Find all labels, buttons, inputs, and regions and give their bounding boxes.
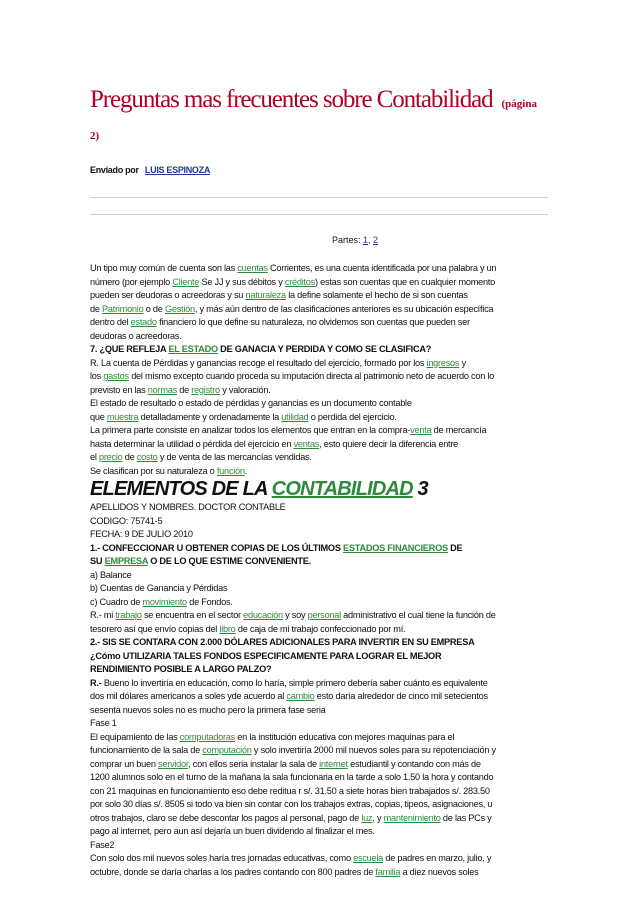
section-2-body bbox=[90, 501, 548, 879]
text-segment: de caja de mi trabajo confeccionado por mí. bbox=[235, 623, 406, 634]
text-segment: , y bbox=[372, 812, 384, 823]
text-segment: R. La cuenta de Pérdidas y ganancias recoge el resultado del ejercicio, formado por los bbox=[90, 357, 427, 368]
inline-link[interactable]: precio bbox=[98, 452, 123, 462]
text-line bbox=[90, 411, 548, 425]
text-line bbox=[90, 704, 548, 718]
text-segment: hasta determinar la utilidad o pérdida del ejercicio en bbox=[90, 438, 294, 449]
part-1-link[interactable]: 1 bbox=[362, 235, 368, 245]
text-segment: el bbox=[90, 452, 99, 462]
text-line bbox=[90, 357, 548, 371]
inline-link[interactable]: Gestión bbox=[164, 303, 195, 314]
text-segment: deudoras o acreedoras. bbox=[90, 330, 182, 341]
section-heading-number: 3 bbox=[412, 478, 428, 500]
question-heading bbox=[90, 636, 548, 650]
question-heading bbox=[90, 663, 548, 677]
text-segment: de mercancía bbox=[431, 425, 487, 435]
text-line bbox=[90, 852, 548, 866]
text-segment: Fase2 bbox=[90, 839, 115, 850]
text-segment: o perdida del ejercicio. bbox=[308, 411, 397, 422]
text-segment: Se clasifican por su naturaleza o bbox=[90, 465, 217, 476]
text-segment: DE bbox=[447, 542, 463, 553]
text-line bbox=[90, 717, 548, 731]
text-segment: octubre, donde se daría charlas a los padres contando con 800 padres de bbox=[90, 866, 376, 877]
inline-link[interactable]: servidor bbox=[158, 758, 189, 769]
text-segment: y soy bbox=[282, 610, 308, 620]
text-line bbox=[90, 744, 548, 758]
inline-link[interactable]: trabajo bbox=[115, 610, 142, 620]
article bbox=[90, 80, 548, 879]
text-segment: R.- bbox=[90, 677, 104, 688]
question-heading bbox=[90, 650, 548, 664]
text-line bbox=[90, 677, 548, 691]
text-line bbox=[90, 771, 548, 785]
text-segment: La primera parte consiste en analizar todos los elementos que entran en la compra- bbox=[90, 425, 411, 435]
text-segment: se encuentra en el sector bbox=[141, 610, 244, 620]
text-segment: estudiantil y contando con más de bbox=[347, 758, 481, 769]
text-segment: Se JJ y sus débitos y bbox=[199, 276, 285, 287]
text-segment: financiero lo que define su naturaleza, no olvidemos son cuentas que pueden ser bbox=[156, 317, 470, 327]
article-title: Preguntas mas frecuentes sobre Contabilidad bbox=[90, 86, 493, 113]
text-segment: , con ellos seria instalar la sala de bbox=[188, 758, 320, 769]
text-line bbox=[90, 289, 548, 303]
text-segment: Un tipo muy común de cuenta son las bbox=[90, 263, 238, 273]
text-segment: de bbox=[90, 303, 103, 314]
text-line bbox=[90, 316, 548, 330]
text-segment: CODIGO: 75741-5 bbox=[90, 515, 163, 526]
text-segment: 2.- SIS SE CONTARA CON 2.000 DÓLARES ADICIONALES PARA INVERTIR EN SU EMPRESA bbox=[90, 637, 475, 647]
text-line bbox=[90, 812, 548, 826]
text-segment: sesenta nuevos soles no es mucho pero la primera fase seria bbox=[90, 704, 326, 715]
parts-label: Partes: bbox=[331, 235, 361, 245]
inline-link[interactable]: Patrimonio bbox=[102, 303, 144, 314]
inline-link[interactable]: ventas bbox=[293, 438, 320, 449]
inline-link[interactable]: registro bbox=[191, 384, 220, 395]
text-line bbox=[90, 798, 548, 812]
text-line bbox=[90, 609, 548, 623]
text-line bbox=[90, 569, 548, 583]
text-segment: comprar un buen bbox=[90, 758, 159, 769]
inline-link[interactable]: internet bbox=[319, 758, 348, 769]
text-segment: de padres en marzo, julio, y bbox=[383, 853, 492, 863]
text-segment: número (por ejemplo bbox=[90, 276, 173, 287]
inline-link[interactable]: computación bbox=[202, 745, 252, 755]
text-line bbox=[90, 303, 548, 317]
text-segment: 7. ¿QUE REFLEJA bbox=[90, 344, 169, 354]
divider bbox=[90, 214, 548, 215]
inline-link[interactable]: educación bbox=[243, 610, 283, 620]
inline-link[interactable]: luz bbox=[361, 812, 373, 823]
text-segment: El equipamiento de las bbox=[90, 731, 180, 742]
inline-link[interactable]: ESTADOS FINANCIEROS bbox=[343, 542, 448, 553]
text-segment: de las PCs y bbox=[440, 812, 492, 823]
section-1-body bbox=[90, 262, 548, 478]
text-line bbox=[90, 866, 548, 880]
text-segment: previsto en las bbox=[90, 384, 148, 395]
text-segment: , y más aún dentro de las clasificaciones anteriores es su ubicación específica bbox=[194, 303, 494, 314]
inline-link[interactable]: función bbox=[216, 465, 245, 476]
inline-link[interactable]: libro bbox=[219, 623, 236, 634]
text-line bbox=[90, 582, 548, 596]
text-segment: SU bbox=[90, 556, 105, 566]
text-segment: en la institución educativa con mejores maquinas para el bbox=[235, 731, 455, 742]
inline-link[interactable]: normas bbox=[147, 384, 177, 395]
text-line bbox=[90, 623, 548, 637]
text-line bbox=[90, 785, 548, 799]
section-heading bbox=[90, 478, 548, 501]
text-line bbox=[90, 451, 548, 465]
text-segment: pueden ser deudoras o acreedoras y su bbox=[90, 290, 246, 300]
text-line bbox=[90, 515, 548, 529]
question-heading bbox=[90, 555, 548, 569]
text-segment: la define solamente el hecho de si son cuentas bbox=[285, 290, 468, 300]
text-segment: R.- mi bbox=[90, 610, 116, 620]
divider bbox=[90, 197, 548, 198]
text-segment: otros trabajos, claro se debe descontar los pagos al personal, pago de bbox=[90, 812, 362, 823]
text-segment: Bueno lo invertiría en educación, como lo haría, simple primero debería saber cuánto es equivalente bbox=[103, 677, 488, 688]
text-line bbox=[90, 438, 548, 452]
text-line bbox=[90, 262, 548, 276]
inline-link[interactable]: Cliente bbox=[172, 276, 200, 287]
inline-link[interactable]: utilidad bbox=[281, 411, 309, 422]
text-segment: dos mil dólares americanos a soles yde acuerdo al bbox=[90, 691, 287, 701]
text-segment: APELLIDOS Y NOMBRES. DOCTOR CONTABLE bbox=[90, 502, 286, 512]
text-line bbox=[90, 528, 548, 542]
text-line bbox=[90, 370, 548, 384]
text-segment: Con solo dos mil nuevos soles haría tres jornadas educativas, como bbox=[90, 853, 354, 863]
text-line bbox=[90, 276, 548, 290]
text-line bbox=[90, 330, 548, 344]
contabilidad-link[interactable]: CONTABILIDAD bbox=[271, 478, 413, 500]
page-indicator: (página 2) bbox=[90, 98, 537, 142]
inline-link[interactable]: ingresos bbox=[426, 357, 460, 368]
inline-link[interactable]: computadoras bbox=[179, 731, 235, 742]
inline-link[interactable]: EL ESTADO bbox=[168, 344, 218, 354]
text-segment: a) Balance bbox=[90, 569, 132, 580]
text-segment: ) estas son cuentas que en cualquier momento bbox=[315, 276, 496, 287]
text-segment: . bbox=[244, 465, 248, 476]
text-segment: de bbox=[176, 384, 192, 395]
question-heading bbox=[90, 542, 548, 556]
inline-link[interactable]: personal bbox=[307, 610, 341, 620]
text-segment: con 21 maquinas en funcionamiento eso debe reditua r s/. 31.50 a siete horas bien trabajados s/. 283.50 bbox=[90, 785, 490, 796]
text-line bbox=[90, 465, 548, 479]
inline-link[interactable]: créditos bbox=[284, 276, 316, 287]
text-segment: y valoración. bbox=[219, 384, 271, 395]
text-segment: de Fondos. bbox=[186, 596, 233, 607]
text-segment: pago al internet, pero aun así dejaría un buen dividendo al finalizar el mes. bbox=[90, 826, 375, 836]
inline-link[interactable]: venta bbox=[410, 425, 432, 435]
text-segment: y bbox=[459, 357, 466, 368]
parts-separator: , bbox=[368, 235, 371, 245]
text-segment: FECHA: 9 DE JULIO 2010 bbox=[90, 529, 193, 539]
inline-link[interactable]: mantenimiento bbox=[383, 812, 441, 823]
parts-nav bbox=[90, 235, 548, 245]
text-segment: tesorero así que envío copias del bbox=[90, 623, 220, 634]
text-segment: O DE LO QUE ESTIME CONVENIENTE. bbox=[147, 556, 311, 566]
text-line bbox=[90, 501, 548, 515]
inline-link[interactable]: EMPRESA bbox=[104, 556, 148, 566]
text-segment: a diez nuevos soles bbox=[400, 866, 479, 877]
inline-link[interactable]: costo bbox=[136, 452, 158, 462]
text-line bbox=[90, 424, 548, 438]
text-segment: del mismo excepto cuando proceda su imputación directa al patrimonio neto de acuerdo con lo bbox=[128, 371, 495, 381]
inline-link[interactable]: muestra bbox=[106, 411, 139, 422]
text-segment: detalladamente y ordenadamente la bbox=[138, 411, 282, 422]
text-line bbox=[90, 596, 548, 610]
text-line bbox=[90, 758, 548, 772]
text-segment: b) Cuentas de Ganancia y Pérdidas bbox=[90, 583, 228, 593]
text-segment: El estado de resultado o estado de pérdidas y ganancias es un documento contable bbox=[90, 398, 412, 408]
text-line bbox=[90, 384, 548, 398]
text-segment: funcionamiento de la sala de bbox=[90, 745, 203, 755]
question-heading bbox=[90, 343, 548, 357]
inline-link[interactable]: cambio bbox=[286, 691, 315, 701]
text-line bbox=[90, 397, 548, 411]
text-segment: esto daría alrededor de cinco mil setecientos bbox=[314, 691, 488, 701]
text-segment: Corrientes, es una cuenta identificada por una palabra y un bbox=[267, 263, 497, 273]
text-segment: 1.- CONFECCIONAR U OBTENER COPIAS DE LOS ÚLTIMOS bbox=[90, 542, 344, 553]
inline-link[interactable]: estado bbox=[130, 317, 157, 327]
text-segment: los bbox=[90, 371, 104, 381]
text-segment: administrativo el cual tiene la función de bbox=[340, 610, 496, 620]
text-segment: y de venta de las mercancías vendidas. bbox=[157, 452, 312, 462]
inline-link[interactable]: cuentas bbox=[237, 263, 268, 273]
text-segment: por solo 30 días s/. 8505 si todo va bien sin contar con los trabajos extras, copias, tipeos, asignaciones, u bbox=[90, 799, 493, 809]
text-line bbox=[90, 839, 548, 853]
text-segment: , esto quiere decir la diferencia entre bbox=[319, 438, 459, 449]
text-line bbox=[90, 731, 548, 745]
author-link[interactable]: LUIS ESPINOZA bbox=[144, 165, 211, 175]
text-segment: dentro del bbox=[90, 317, 131, 327]
byline-prefix: Enviado por bbox=[90, 165, 139, 175]
text-segment: de bbox=[122, 452, 137, 462]
inline-link[interactable]: naturaleza bbox=[245, 290, 286, 300]
inline-link[interactable]: escuela bbox=[353, 853, 384, 863]
text-segment: c) Cuadro de bbox=[90, 596, 143, 607]
article-title-row bbox=[90, 80, 548, 144]
text-line bbox=[90, 690, 548, 704]
text-segment: ¿Cómo UTILIZARIA TALES FONDOS ESPECIFICAMENTE PARA LOGRAR EL MEJOR bbox=[90, 650, 442, 661]
inline-link[interactable]: gastos bbox=[103, 371, 129, 381]
text-segment: o de bbox=[143, 303, 165, 314]
text-segment: y solo invertiría 2000 mil nuevos soles para su repotenciación y bbox=[251, 745, 496, 755]
byline bbox=[90, 165, 548, 175]
inline-link[interactable]: familia bbox=[375, 866, 401, 877]
text-segment: DE GANACIA Y PERDIDA Y COMO SE CLASIFICA? bbox=[217, 344, 432, 354]
inline-link[interactable]: movimiento bbox=[142, 596, 187, 607]
section-heading-text: ELEMENTOS DE LA bbox=[90, 478, 272, 500]
text-segment: RENDIMIENTO POSIBLE A LARGO PALZO? bbox=[90, 664, 272, 674]
text-segment: que bbox=[90, 411, 107, 422]
text-segment: 1200 alumnos solo en el turno de la mañana la sala funcionaria en la tarde a solo 1.50 la hora y contando bbox=[90, 772, 494, 782]
part-2-link[interactable]: 2 bbox=[373, 235, 379, 245]
text-line bbox=[90, 825, 548, 839]
text-segment: Fase 1 bbox=[90, 718, 117, 728]
